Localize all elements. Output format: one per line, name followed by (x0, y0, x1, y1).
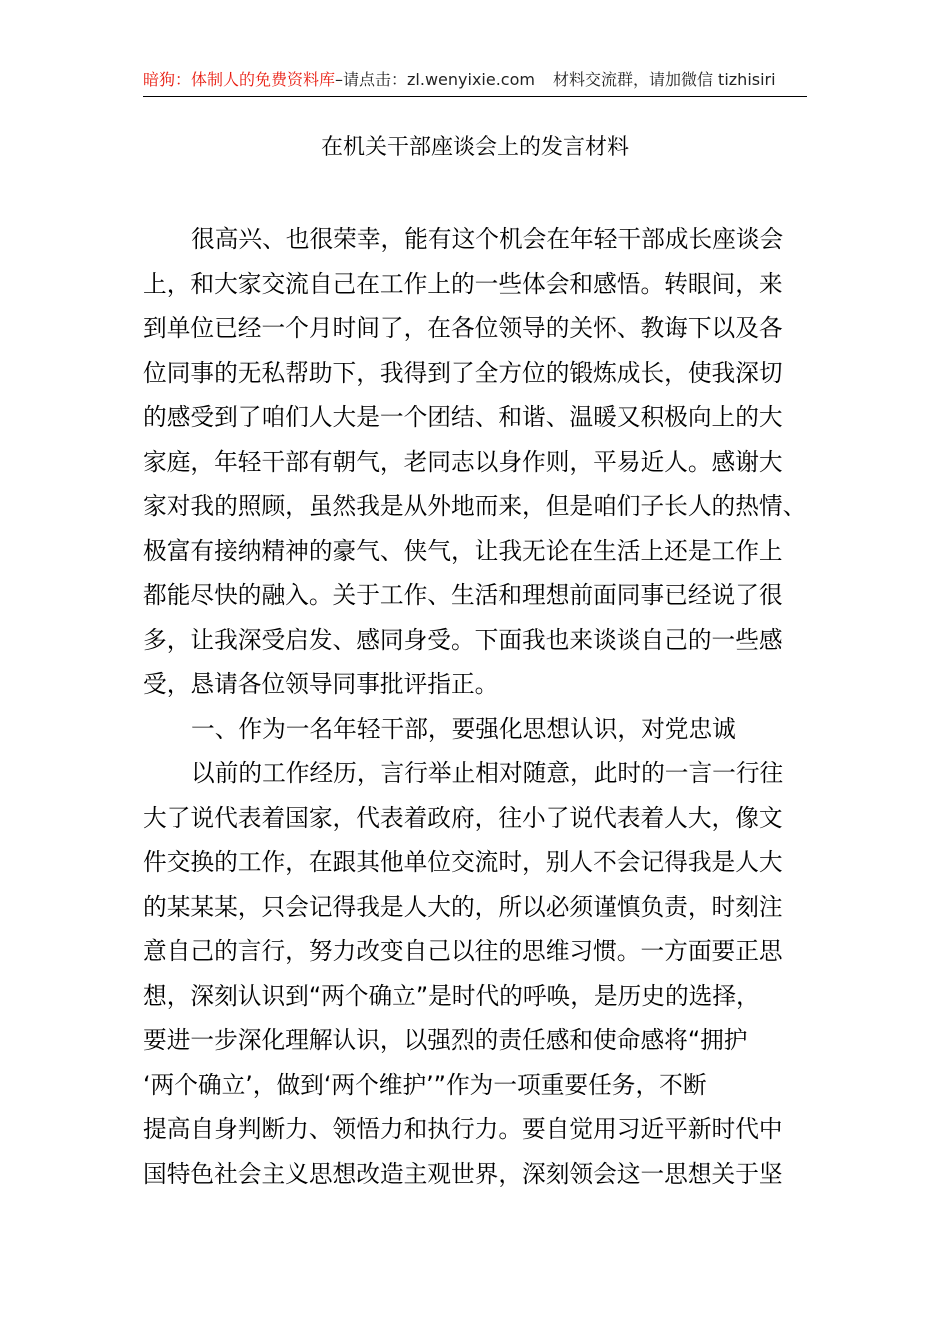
text-line: 位同事的无私帮助下，我得到了全方位的锻炼成长，使我深切 (143, 358, 783, 387)
text-line: 多，让我深受启发、感同身受。下面我也来谈谈自己的一些感 (143, 625, 783, 654)
text-line: 极富有接纳精神的豪气、侠气，让我无论在生活上还是工作上 (143, 536, 783, 565)
document-body (143, 217, 807, 1196)
text-line: 意自己的言行，努力改变自己以往的思维习惯。一方面要正思 (143, 937, 783, 965)
text-line: 都能尽快的融入。关于工作、生活和理想前面同事已经说了很 (143, 581, 783, 609)
text-line: 的某某某，只会记得我是人大的，所以必须谨慎负责，时刻注 (143, 892, 783, 921)
text-line: 家庭，年轻干部有朝气，老同志以身作则，平易近人。感谢大 (143, 447, 783, 476)
text-line: 要进一步深化理解认识，以强烈的责任感和使命感将“拥护 (143, 1026, 748, 1054)
header-group-note: 材料交流群，请加微信 tizhisiri (552, 70, 776, 89)
header-url-link[interactable]: zl.wenyixie.com (407, 70, 535, 89)
text-line: 的感受到了咱们人大是一个团结、和谐、温暖又积极向上的大 (143, 403, 783, 431)
section-heading: 一、作为一名年轻干部，要强化思想认识，对党忠诚 (191, 714, 736, 743)
text-line: 家对我的照顾，虽然我是从外地而来，但是咱们子长人的热情、 (143, 492, 807, 520)
header-link-prompt: –请点击： (335, 70, 408, 89)
document-title: 在机关干部座谈会上的发言材料 (320, 135, 629, 160)
text-line: 受，恳请各位领导同事批评指正。 (143, 670, 499, 698)
text-line: 上，和大家交流自己在工作上的一些体会和感悟。转眼间，来 (143, 269, 783, 298)
text-line: 大了说代表着国家，代表着政府，往小了说代表着人大，像文 (143, 803, 783, 832)
text-line: 想，深刻认识到“两个确立”是时代的呼唤，是历史的选择， (143, 981, 760, 1010)
text-line: ‘两个确立’，做到‘两个维护’”作为一项重要任务，不断 (143, 1070, 707, 1099)
text-line: 件交换的工作，在跟其他单位交流时，别人不会记得我是人大 (143, 848, 783, 876)
page-header (143, 68, 807, 97)
text-line: 很高兴、也很荣幸，能有这个机会在年轻干部成长座谈会 (191, 225, 784, 253)
text-line: 以前的工作经历，言行举止相对随意，此时的一言一行往 (191, 759, 784, 787)
text-line: 提高自身判断力、领悟力和执行力。要自觉用习近平新时代中 (143, 1115, 783, 1143)
header-site-name: 暗狗：体制人的免费资料库 (143, 70, 336, 89)
text-line: 到单位已经一个月时间了，在各位领导的关怀、教诲下以及各 (143, 314, 783, 342)
text-line: 国特色社会主义思想改造主观世界，深刻领会这一思想关于坚 (143, 1159, 783, 1188)
